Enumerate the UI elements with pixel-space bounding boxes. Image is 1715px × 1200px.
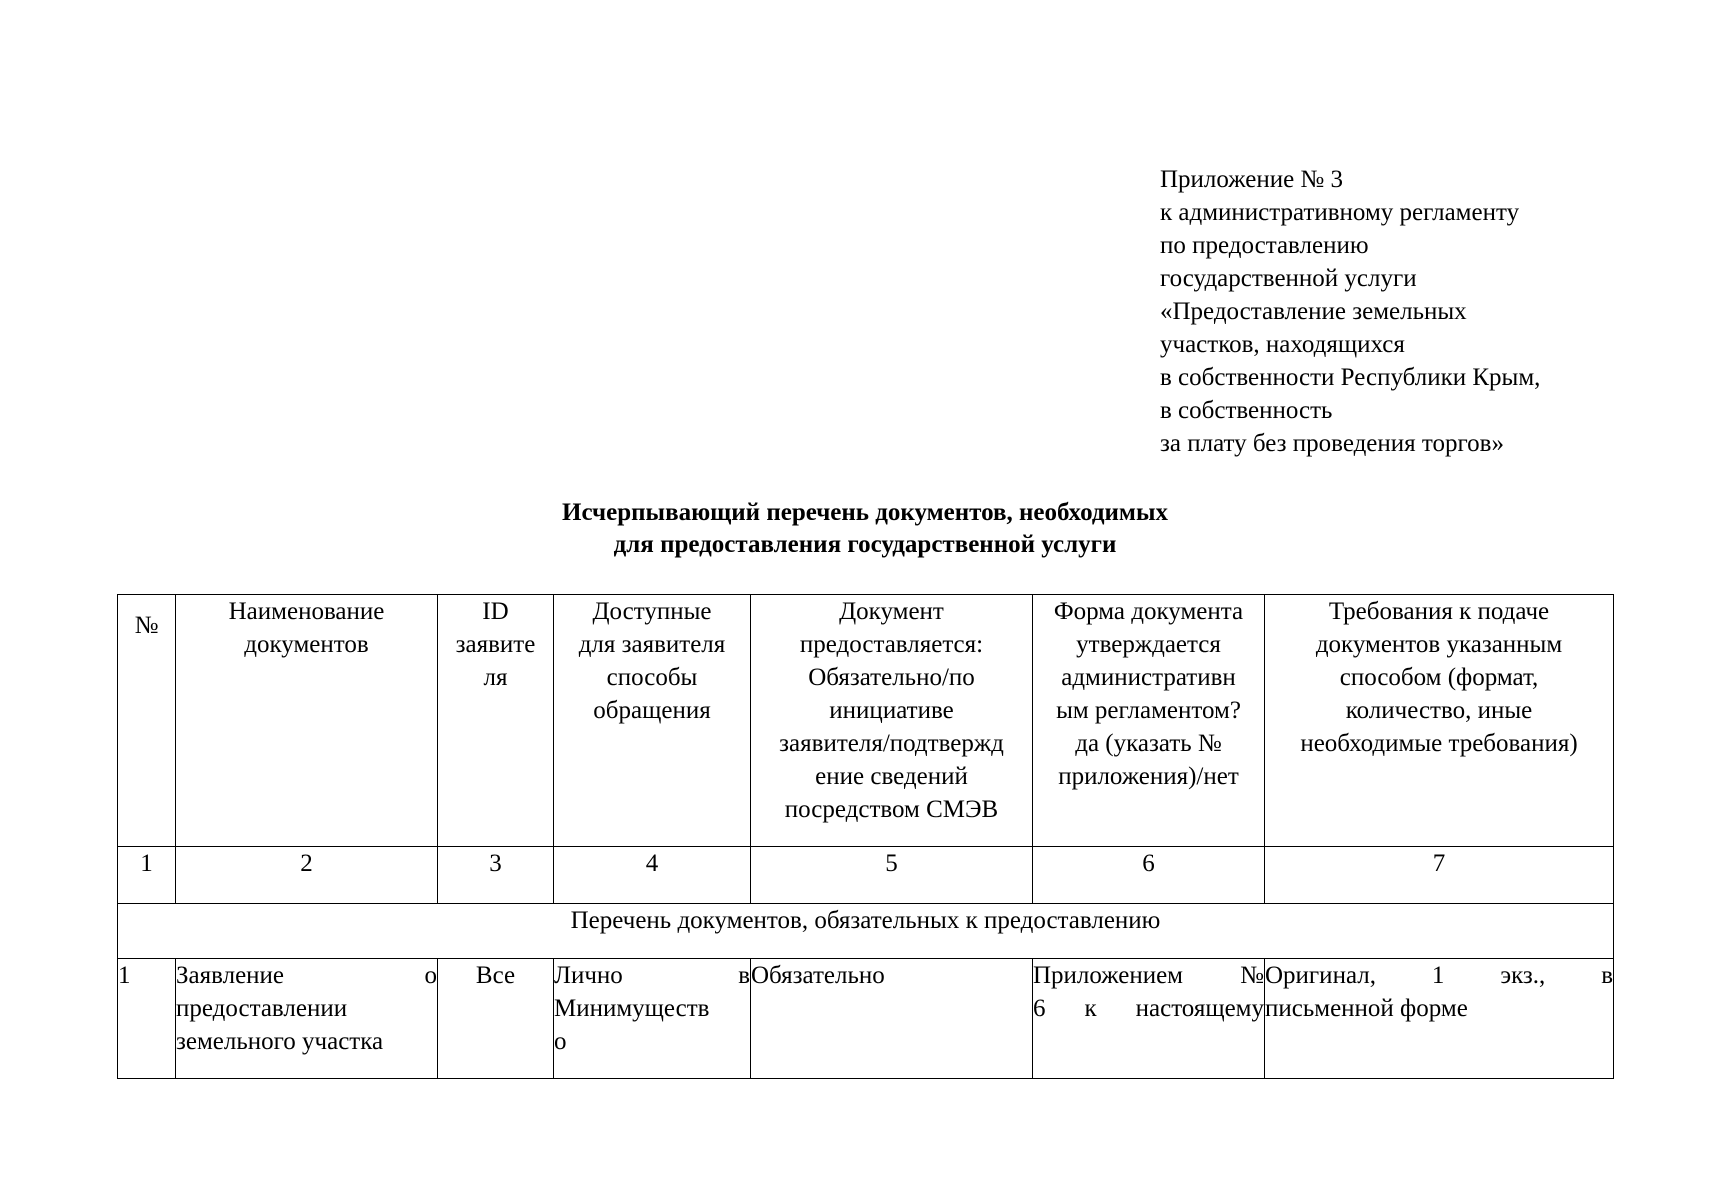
documents-table — [117, 594, 1614, 1079]
row-form-line: Приложением № — [1033, 962, 1264, 989]
appendix-line: участков, находящихся — [1160, 331, 1405, 358]
row-name-cell — [176, 959, 438, 1079]
column-number-cell: 6 — [1033, 847, 1265, 904]
row-requirements-cell — [1265, 959, 1614, 1079]
column-number-cell: 1 — [118, 847, 176, 904]
document-title — [0, 497, 1715, 561]
row-form-line: 6 к настоящему — [1033, 995, 1264, 1022]
column-number-cell: 4 — [554, 847, 751, 904]
row-methods-cell — [554, 959, 751, 1079]
column-number-row — [118, 847, 1614, 904]
header-cell-number: № — [118, 595, 176, 847]
row-name-line: Заявление о — [176, 962, 437, 989]
table-header-row — [118, 595, 1614, 847]
row-requirements-line: Оригинал, 1 экз., в — [1265, 962, 1613, 989]
column-number-cell: 3 — [438, 847, 554, 904]
appendix-line: государственной услуги — [1160, 265, 1417, 292]
header-cell-name: Наименование документов — [176, 595, 438, 847]
appendix-line: по предоставлению — [1160, 232, 1369, 259]
row-number-cell: 1 — [118, 959, 176, 1079]
header-cell-document: Документ предоставляется: Обязательно/по инициативе заявителя/подтвержд ение сведений посредством СМЭВ — [751, 595, 1033, 847]
row-requirements-line: письменной форме — [1265, 995, 1468, 1022]
column-number-cell: 2 — [176, 847, 438, 904]
table-row — [118, 959, 1614, 1079]
section-title: Перечень документов, обязательных к предоставлению — [118, 904, 1614, 959]
row-document-cell: Обязательно — [751, 959, 1033, 1079]
document-title-line: для предоставления государственной услуги — [613, 531, 1117, 558]
row-methods-line: Лично в — [554, 962, 750, 989]
appendix-block — [1160, 163, 1540, 460]
header-cell-methods: Доступные для заявителя способы обращения — [554, 595, 751, 847]
row-methods-line: о — [554, 1028, 567, 1055]
row-methods-line: Минимуществ — [554, 995, 710, 1022]
row-id-cell: Все — [438, 959, 554, 1079]
header-cell-form: Форма документа утверждается административн ым регламентом? да (указать № приложения)/нет — [1033, 595, 1265, 847]
section-row — [118, 904, 1614, 959]
row-name-line: земельного участка — [176, 1028, 384, 1055]
column-number-cell: 7 — [1265, 847, 1614, 904]
appendix-line: к административному регламенту — [1160, 199, 1520, 226]
appendix-line: в собственность — [1160, 397, 1333, 424]
row-form-cell — [1033, 959, 1265, 1079]
header-cell-requirements: Требования к подаче документов указанным способом (формат, количество, иные необходимые требования) — [1265, 595, 1614, 847]
row-name-line: предоставлении — [176, 995, 348, 1022]
appendix-line: за плату без проведения торгов» — [1160, 430, 1504, 457]
appendix-line: Приложение № 3 — [1160, 166, 1344, 193]
column-number-cell: 5 — [751, 847, 1033, 904]
document-title-line: Исчерпывающий перечень документов, необходимых — [562, 499, 1168, 526]
appendix-line: «Предоставление земельных — [1160, 298, 1467, 325]
appendix-line: в собственности Республики Крым, — [1160, 364, 1541, 391]
header-cell-id: ID заявите ля — [438, 595, 554, 847]
